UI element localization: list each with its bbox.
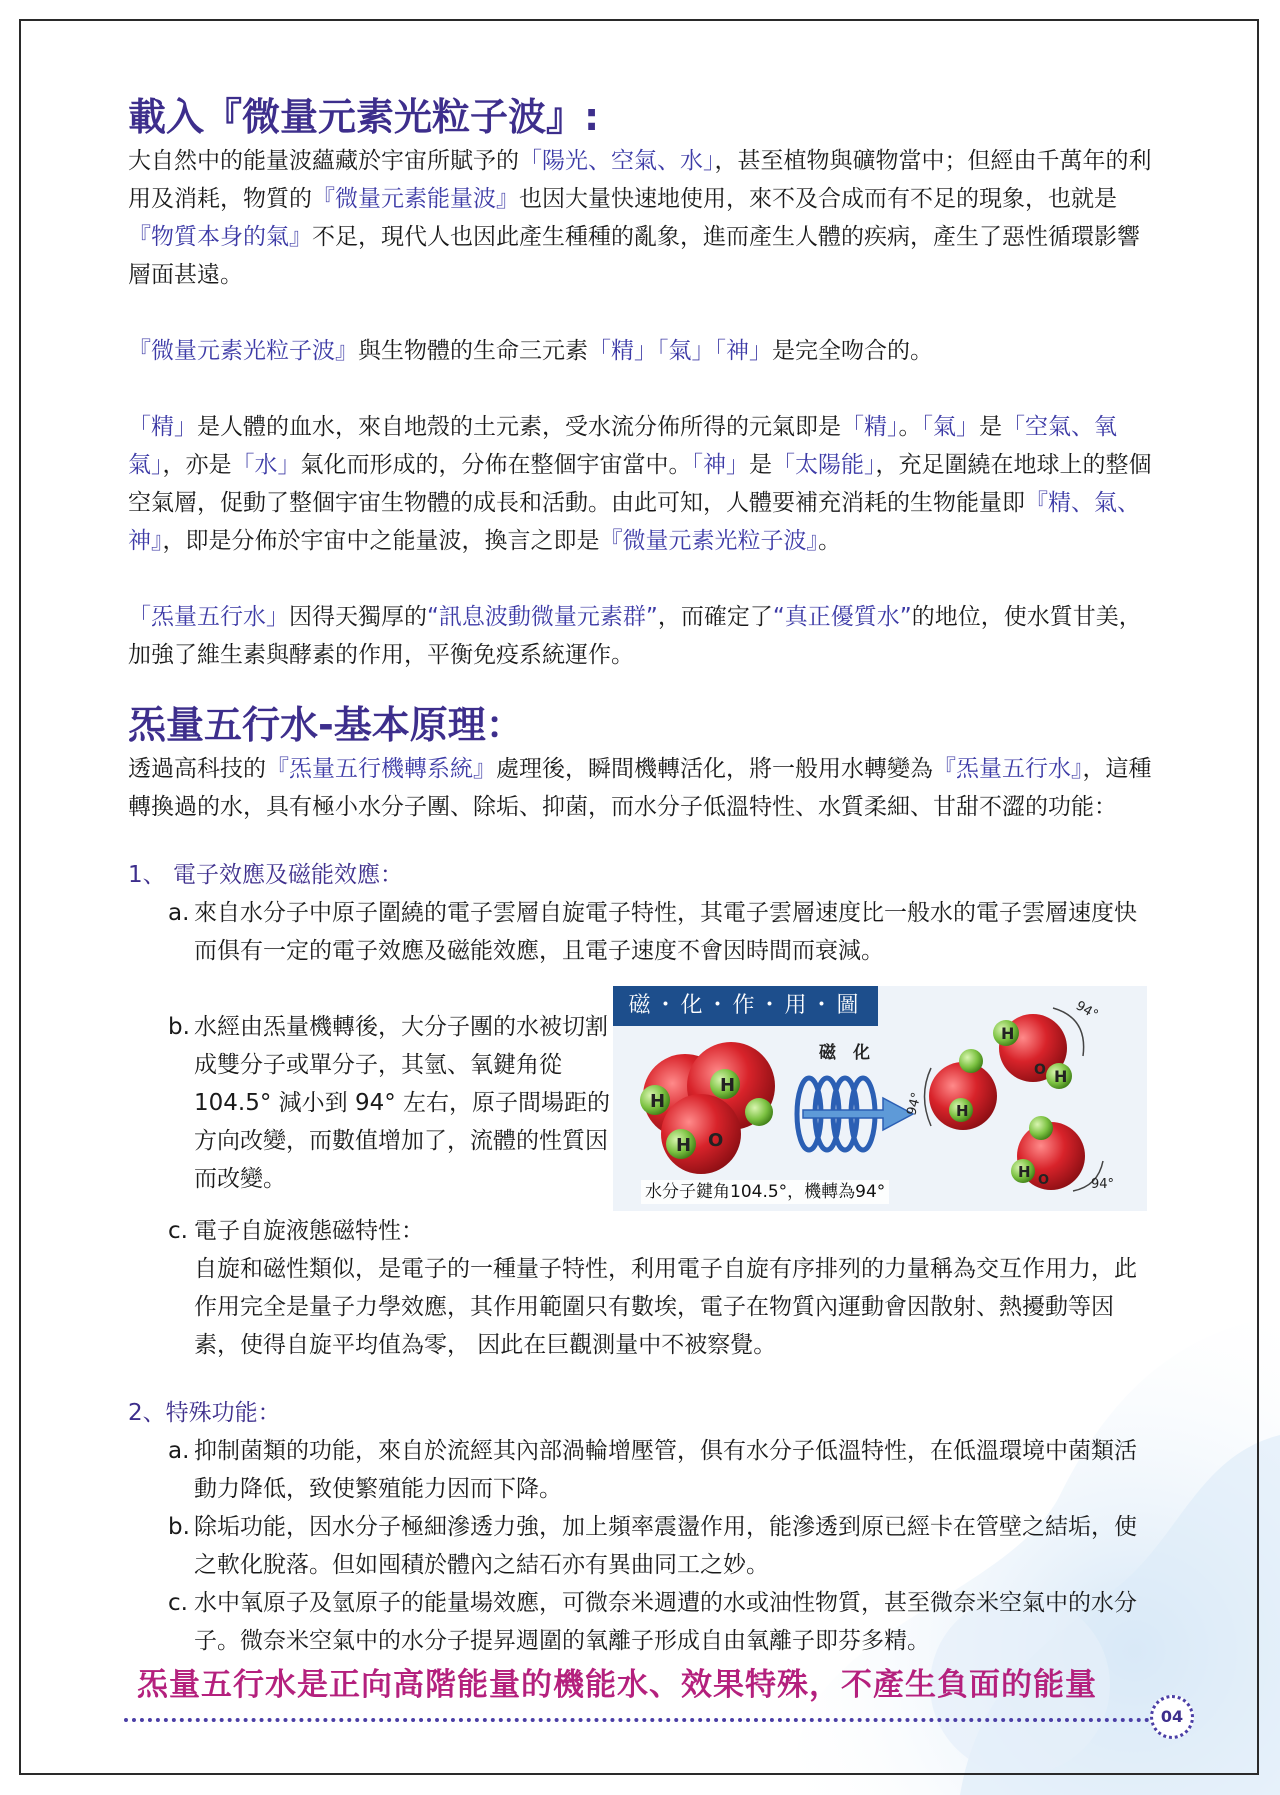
list-item	[168, 1584, 1158, 1660]
item-label: a.	[168, 900, 190, 926]
text-run: ，這種轉換過的水，具有極小水分子團、除垢、抑菌，而水分子低溫特性、水質柔細、甘甜不澀的功能：	[128, 756, 1152, 820]
atom-label: H	[1018, 1163, 1031, 1181]
angle-label: 94°	[1073, 998, 1101, 1023]
highlight-text: 『微量元素光粒子波』	[128, 338, 358, 364]
text-run: 是	[749, 452, 772, 478]
text-run: 是人體的血水，來自地殼的土元素，受水流分佈所得的元氣即是	[197, 414, 841, 440]
atom-label: H	[956, 1102, 969, 1120]
highlight-text: “訊息波動微量元素群”	[427, 604, 658, 630]
text-run: 因得天獨厚的	[289, 604, 427, 630]
text-run: ，即是分佈於宇宙中之能量波，換言之即是	[162, 528, 600, 554]
atom-label: O	[1038, 1173, 1050, 1188]
subsection-title-electron-effect: 1、 電子效應及磁能效應：	[128, 862, 403, 888]
item-label: c.	[168, 1590, 188, 1616]
diagram-banner: 磁・化・作・用・圖	[613, 986, 878, 1026]
highlight-text: 「水」	[231, 452, 301, 478]
text-run: 的地位，使水質甘美，加強了維生素與酵素的作用，平衡免疫系統運作。	[128, 604, 1142, 668]
atom-label: H	[720, 1075, 736, 1096]
text-run: 與生物體的生命三元素	[358, 338, 588, 364]
text-run: 是	[979, 414, 1002, 440]
subsection-title-special-function: 2、特殊功能：	[128, 1400, 281, 1426]
atom-label: O	[708, 1130, 724, 1151]
highlight-text: 『微量元素光粒子波』	[599, 528, 818, 554]
paragraph-water-quality	[128, 598, 1158, 674]
highlight-text: 「太陽能」	[772, 452, 876, 478]
section-title-basic-principle: 炁量五行水-基本原理：	[128, 703, 524, 747]
item-label: a.	[168, 1438, 190, 1464]
list-item	[168, 1212, 1158, 1364]
highlight-text: 『炁量五行機轉系統』	[266, 756, 496, 782]
footer-tagline: 炁量五行水是正向高階能量的機能水、效果特殊，不產生負面的能量	[137, 1667, 1097, 1703]
highlight-text: 『精、氣、神』	[128, 490, 1140, 554]
highlight-text: 「空氣、氧氣」	[128, 414, 1117, 478]
text-run: 處理後，瞬間機轉活化，將一般用水轉變為	[496, 756, 933, 782]
page-number: 04	[1150, 1695, 1194, 1739]
highlight-text: 「精」	[128, 414, 197, 440]
text-run: 。	[818, 528, 841, 554]
text-run: 也因大量快速地使用，來不及合成而有不足的現象，也就是	[519, 186, 1117, 212]
text-run: 氣化而形成的，分佈在整個宇宙當中。	[300, 452, 692, 478]
text-run: 不足，現代人也因此產生種種的亂象，進而產生人體的疾病，產生了惡性循環影響層面甚遠。	[128, 224, 1140, 288]
text-run: 是完全吻合的。	[772, 338, 933, 364]
highlight-text: 「氣」	[921, 414, 979, 440]
highlight-text: “真正優質水”	[772, 604, 912, 630]
item-label: b.	[168, 1514, 190, 1540]
item-text: 水經由炁量機轉後，大分子團的水被切割成雙分子或單分子，其氫、氧鍵角從 104.5° 減小到 94° 左右，原子間場距的方向改變，而數值增加了，流體的性質因而改變。	[194, 1014, 611, 1192]
text-run: 大自然中的能量波蘊藏於宇宙所賦予的	[128, 148, 519, 174]
atom-label: H	[676, 1135, 692, 1156]
list-item	[168, 1508, 1158, 1584]
hydrogen-atom	[1029, 1116, 1053, 1140]
list-item	[168, 1432, 1158, 1508]
paragraph-three-elements	[128, 332, 1158, 370]
main-content	[128, 92, 1158, 1660]
paragraph-jing-qi-shen	[128, 408, 1158, 560]
text-run: ，甚至植物與礦物當中；但經由千萬年的利用及消耗，物質的	[128, 148, 1152, 212]
highlight-text: 「精」「氣」「神」	[588, 338, 772, 364]
highlight-text: 『微量元素能量波』	[312, 186, 519, 212]
hydrogen-atom	[745, 1098, 773, 1126]
text-run: ，充足圍繞在地球上的整個空氣層，促動了整個宇宙生物體的成長和活動。由此可知，人體要補充消耗的生物能量即	[128, 452, 1152, 516]
item-label: b.	[168, 1014, 190, 1040]
item-subtitle: 電子自旋液態磁特性：	[194, 1218, 424, 1244]
paragraph-principle-intro	[128, 750, 1158, 826]
item-label: c.	[168, 1218, 188, 1244]
list-item	[168, 894, 1158, 970]
item-text: 水中氧原子及氫原子的能量場效應，可微奈米週遭的水或油性物質，甚至微奈米空氣中的水分子。微奈米空氣中的水分子提昇週圍的氧離子形成自由氧離子即芬多精。	[194, 1590, 1137, 1654]
paragraph-nature-energy	[128, 142, 1158, 294]
hydrogen-atom	[959, 1049, 983, 1073]
atom-label: O	[1034, 1062, 1046, 1078]
item-text: 自旋和磁性類似，是電子的一種量子特性，利用電子自旋有序排列的力量稱為交互作用力，此作用完全是量子力學效應，其作用範圍只有數埃，電子在物質內運動會因散射、熱擾動等因素，使得自旋平均值為零， 因此在巨觀測量中不被察覺。	[194, 1256, 1137, 1358]
highlight-text: 「神」	[691, 452, 749, 478]
item-text: 除垢功能，因水分子極細滲透力強，加上頻率震盪作用，能滲透到原已經卡在管壁之結垢，使之軟化脫落。但如囤積於體內之結石亦有異曲同工之妙。	[194, 1514, 1137, 1578]
highlight-text: 「炁量五行水」	[128, 604, 289, 630]
atom-label: H	[650, 1091, 666, 1112]
magnet-label: 磁 化	[819, 1043, 870, 1063]
angle-label: 94°	[904, 1090, 925, 1118]
highlight-text: 「陽光、空氣、水」	[519, 148, 715, 174]
item-text: 抑制菌類的功能，來自於流經其內部渦輪增壓管，俱有水分子低溫特性，在低溫環境中菌類活動力降低，致使繁殖能力因而下降。	[194, 1438, 1137, 1502]
highlight-text: 「精」	[841, 414, 899, 440]
magnetization-diagram	[613, 986, 1147, 1211]
diagram-caption: 水分子鍵角104.5°，機轉為94°	[641, 1180, 889, 1204]
footer-dotted-divider	[124, 1718, 1150, 1722]
text-run: ，而確定了	[657, 604, 773, 630]
item-text: 來自水分子中原子圍繞的電子雲層自旋電子特性，其電子雲層速度比一般水的電子雲層速度快而俱有一定的電子效應及磁能效應，且電子速度不會因時間而衰減。	[194, 900, 1137, 964]
angle-label: 94°	[1091, 1177, 1115, 1192]
text-run: 透過高科技的	[128, 756, 266, 782]
highlight-text: 『物質本身的氣』	[128, 224, 312, 250]
text-run: ，亦是	[162, 452, 232, 478]
section-title-light-wave: 載入『微量元素光粒子波』:	[128, 95, 600, 139]
atom-label: H	[1054, 1067, 1068, 1086]
atom-label: H	[1001, 1024, 1015, 1043]
highlight-text: 『炁量五行水』	[933, 756, 1083, 782]
text-run: 。	[898, 414, 922, 440]
